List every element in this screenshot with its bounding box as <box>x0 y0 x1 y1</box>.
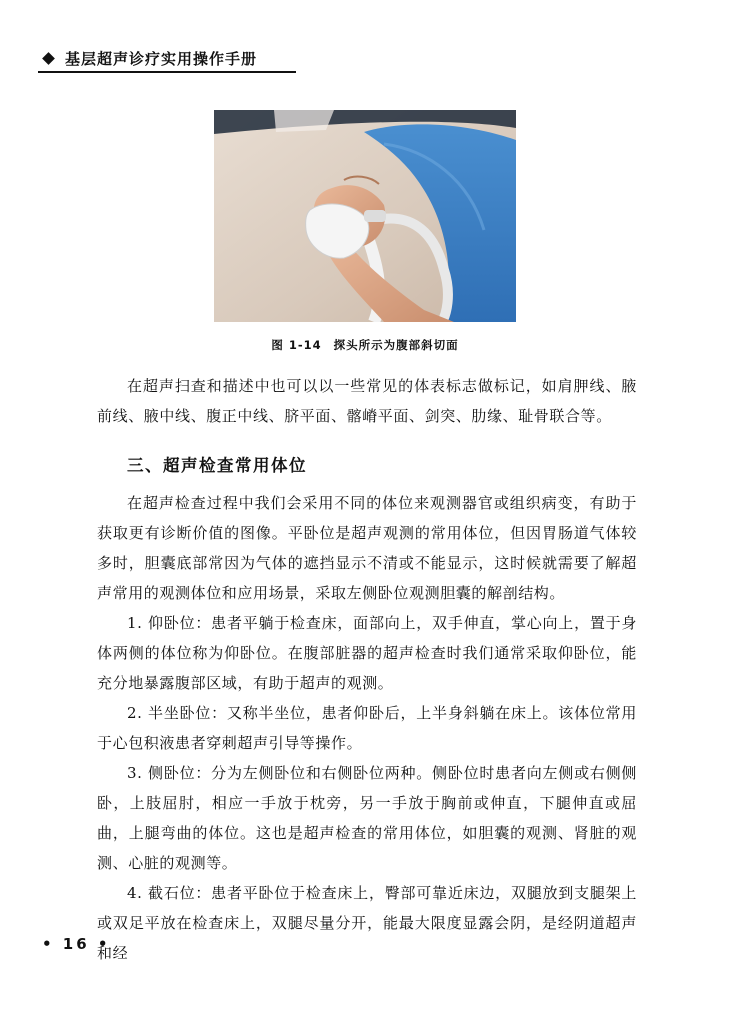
figure-caption <box>0 337 730 353</box>
paragraph-lateral: 3. 侧卧位：分为左侧卧位和右侧卧位两种。侧卧位时患者向左侧或右侧侧卧，上肢屈肘，相应一手放于枕旁，另一手放于胸前或伸直，下腿伸直或屈曲，上腿弯曲的体位。这也是超声检查的常用体位，如胆囊的观测、肾脏的观测、心脏的观测等。 <box>97 764 637 872</box>
paragraph-landmarks: 在超声扫查和描述中也可以以一些常见的体表标志做标记，如肩胛线、腋前线、腋中线、腹正中线、脐平面、髂嵴平面、剑突、肋缘、耻骨联合等。 <box>97 377 637 425</box>
page-number: • 16 • <box>42 935 111 953</box>
section-body <box>97 488 637 968</box>
running-header <box>40 48 257 69</box>
ultrasound-probe-photo <box>214 110 516 322</box>
paragraph-semi-recumbent: 2. 半坐卧位：又称半坐位，患者仰卧后，上半身斜躺在床上。该体位常用于心包积液患者穿刺超声引导等操作。 <box>97 704 637 752</box>
book-title: 基层超声诊疗实用操作手册 <box>65 50 258 68</box>
header-rule <box>38 71 296 73</box>
figure-caption-text: 探头所示为腹部斜切面 <box>333 338 459 352</box>
paragraph-intro: 在超声检查过程中我们会采用不同的体位来观测器官或组织病变，有助于获取更有诊断价值的图像。平卧位是超声观测的常用体位，但因胃肠道气体较多时，胆囊底部常因为气体的遮挡显示不清或不能显示，这时候就需要了解超声常用的观测体位和应用场景，采取左侧卧位观测胆囊的解剖结构。 <box>97 494 637 602</box>
probe-photo-illustration <box>214 110 516 322</box>
section-heading: 三、超声检查常用体位 <box>127 456 307 475</box>
paragraph-supine: 1. 仰卧位：患者平躺于检查床，面部向上，双手伸直，掌心向上，置于身体两侧的体位称为仰卧位。在腹部脏器的超声检查时我们通常采取仰卧位，能充分地暴露腹部区域，有助于超声的观测。 <box>97 614 637 692</box>
figure-label: 图 1-14 <box>271 338 322 352</box>
landmark-paragraph-block <box>97 371 637 431</box>
paragraph-lithotomy: 4. 截石位：患者平卧位于检查床上，臀部可靠近床边，双腿放到支腿架上或双足平放在检查床上，双腿尽量分开，能最大限度显露会阴，是经阴道超声和经 <box>97 884 637 962</box>
diamond-bullet-icon <box>42 52 55 65</box>
